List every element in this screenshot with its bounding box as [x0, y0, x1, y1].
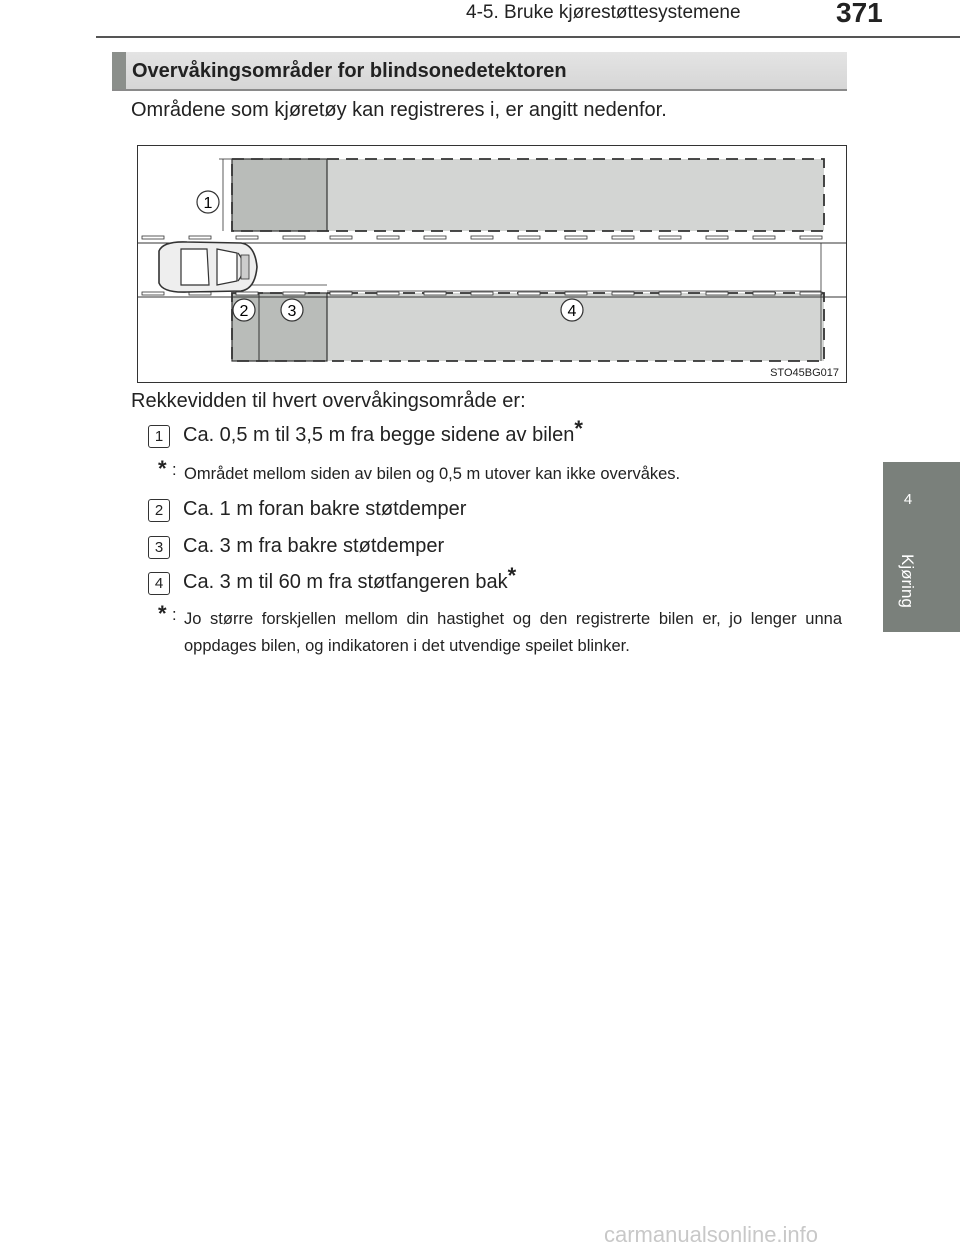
lane-dash [142, 292, 164, 295]
callout-2 [233, 299, 255, 321]
chapter-label: Kjøring [898, 554, 917, 608]
lane-dash [189, 236, 211, 239]
item-text: Ca. 3 m til 60 m fra støtfangeren bak [183, 571, 508, 593]
callout-1-label: 1 [203, 195, 213, 212]
lane-dash [142, 236, 164, 239]
lane-dash [518, 292, 540, 295]
item-number-box: 3 [148, 536, 170, 559]
lane-dash [471, 236, 493, 239]
lane-dash [706, 292, 728, 295]
lane-dash [330, 292, 352, 295]
lane-dash [659, 292, 681, 295]
callout-1 [197, 191, 219, 213]
zone-near-upper [232, 159, 327, 231]
lane-dash [800, 236, 822, 239]
footnote-text: Jo større forskjellen mellom din hastighet og den registrerte bilen er, jo lenger unna oppdages bilen, og indikatoren i det utvendige speilet blinker. [184, 610, 842, 655]
lane-dash [612, 236, 634, 239]
lane-dash [424, 292, 446, 295]
lane-dash [283, 236, 305, 239]
lane-dash [283, 292, 305, 295]
range-intro-text: Rekkevidden til hvert overvåkingsområde er: [131, 390, 526, 412]
lane-dash [236, 292, 258, 295]
item-number-box: 4 [148, 572, 170, 595]
range-item-4 [148, 563, 517, 595]
lane-dash [330, 236, 352, 239]
lane-dash [565, 236, 587, 239]
footnote-text: Området mellom siden av bilen og 0,5 m utover kan ikke overvåkes. [184, 465, 681, 483]
section-heading-text: Overvåkingsområder for blindsonedetektoren [132, 60, 567, 82]
range-item-1 [148, 416, 583, 448]
lane-dash [659, 236, 681, 239]
lane-dash [753, 292, 775, 295]
item-text: Ca. 1 m foran bakre støtdemper [183, 498, 467, 520]
callout-3-label: 3 [287, 303, 297, 320]
page-number: 371 [836, 0, 883, 28]
item-text: Ca. 3 m fra bakre støtdemper [183, 535, 445, 557]
footnote-mark: * [574, 416, 583, 441]
lane-dash [565, 292, 587, 295]
detection-area-figure [137, 145, 847, 383]
header-section-title: 4-5. Bruke kjørestøttesystemene [466, 2, 741, 23]
lane-dash [753, 236, 775, 239]
footnote-star: * [158, 601, 167, 626]
footnote-1: * : Området mellom siden av bilen og 0,5 m utover kan ikke overvåkes. [158, 461, 842, 488]
chapter-side-tab[interactable] [883, 462, 960, 632]
callout-2-label: 2 [239, 303, 249, 320]
heading-accent-bar [112, 52, 126, 89]
figure-code: STO45BG017 [770, 367, 839, 379]
intro-text: Områdene som kjøretøy kan registreres i, er angitt nedenfor. [131, 99, 667, 121]
lane-dash [800, 292, 822, 295]
range-item-2 [148, 498, 466, 522]
lane-dash [236, 236, 258, 239]
footnote-2: * : Jo større forskjellen mellom din hastighet og den registrerte bilen er, jo lenger unna oppdages bilen, og indikatoren i det utvendige speilet blinker. [158, 606, 842, 660]
callout-4 [561, 299, 583, 321]
lane-dash [612, 292, 634, 295]
callout-3 [281, 299, 303, 321]
item-number-box: 1 [148, 425, 170, 448]
section-heading [112, 52, 847, 91]
car-illustration [159, 242, 257, 292]
chapter-number: 4 [903, 491, 913, 508]
range-item-3 [148, 535, 444, 559]
watermark-link[interactable]: carmanualsonline.info [604, 1222, 819, 1247]
lane-dash [377, 236, 399, 239]
item-number-box: 2 [148, 499, 170, 522]
lane-dash [471, 292, 493, 295]
lane-dash [424, 236, 446, 239]
header-rule [96, 36, 960, 38]
callout-4-label: 4 [567, 303, 577, 320]
lane-dash [518, 236, 540, 239]
lane-dash [706, 236, 728, 239]
footnote-star: * [158, 456, 167, 481]
lane-dash [377, 292, 399, 295]
item-text: Ca. 0,5 m til 3,5 m fra begge sidene av bilen [183, 424, 575, 446]
footnote-mark: * [507, 563, 517, 588]
